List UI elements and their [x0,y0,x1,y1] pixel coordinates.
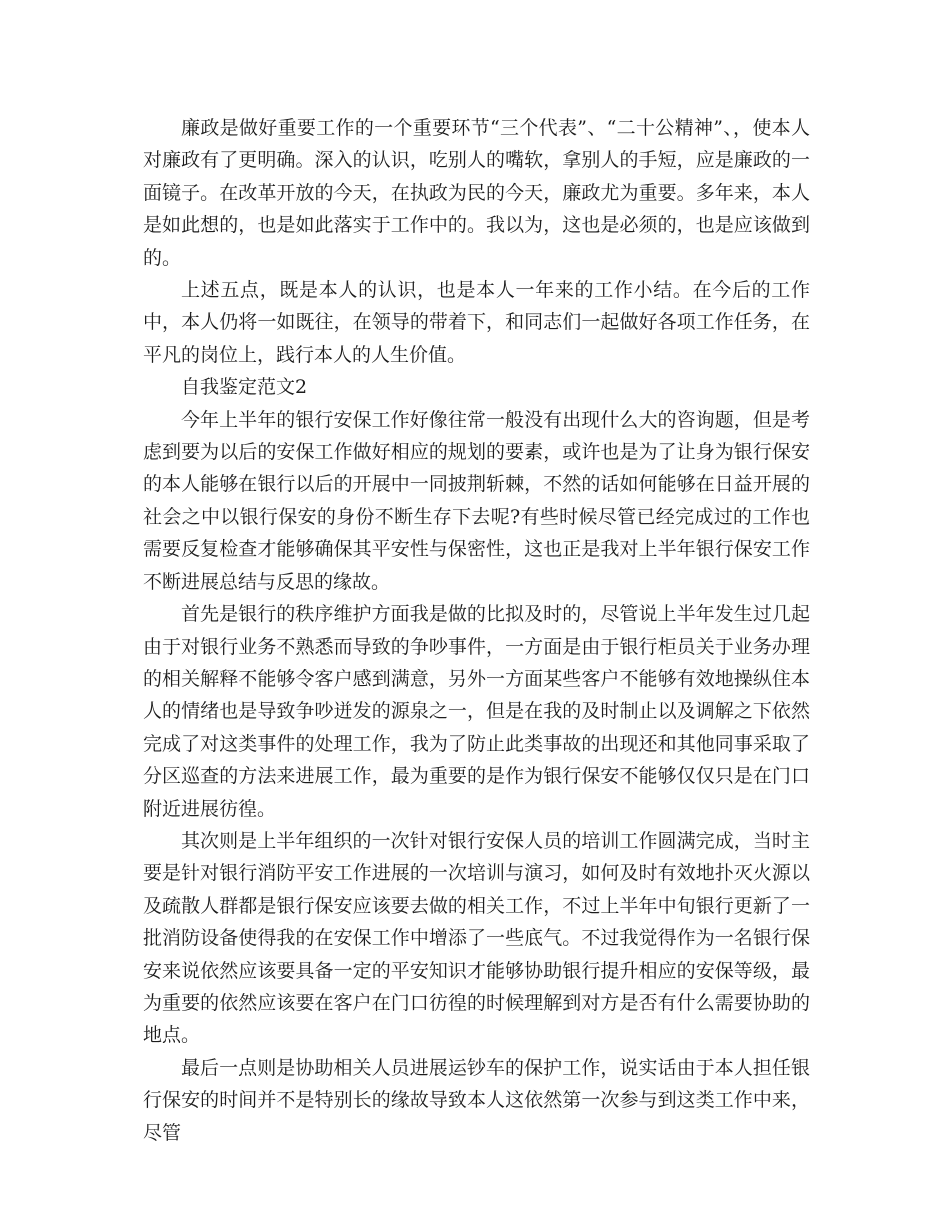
paragraph-order-maintenance: 首先是银行的秩序维护方面我是做的比拟及时的，尽管说上半年发生过几起由于对银行业务不熟悉而导致的争吵事件，一方面是由于银行柜员关于业务办理的相关解释不能够令客户感到满意，另外一方面某些客户不能够有效地操纵住本人的情绪也是导致争吵迸发的源泉之一，但是在我的及时制止以及调解之下依然完成了对这类事件的处理工作，我为了防止此类事故的出现还和其他同事采取了分区巡查的方法来进展工作，最为重要的是作为银行保安不能够仅仅只是在门口附近进展彷徨。 [143,603,810,820]
paragraph-training: 其次则是上半年组织的一次针对银行安保人员的培训工作圆满完成，当时主要是针对银行消防平安工作进展的一次培训与演习，如何及时有效地扑灭火源以及疏散人群都是银行保安应该要去做的相关工作，不过上半年中旬银行更新了一批消防设备使得我的在安保工作中增添了一些底气。不过我觉得作为一名银行保安来说依然应该要具备一定的平安知识才能够协助银行提升相应的安保等级，最为重要的依然应该要在客户在门口彷徨的时候理解到对方是否有什么需要协助的地点。 [143,829,810,1047]
paragraph-intro: 今年上半年的银行安保工作好像往常一般没有出现什么大的咨询题，但是考虑到要为以后的安保工作做好相应的规划的要素，或许也是为了让身为银行保安的本人能够在银行以后的开展中一同披荆斩棘，不然的话如何能够在日益开展的社会之中以银行保安的身份不断生存下去呢?有些时候尽管已经完成过的工作也需要反复检查才能够确保其平安性与保密性，这也正是我对上半年银行保安工作不断进展总结与反思的缘故。 [143,408,810,593]
section-heading: 自我鉴定范文2 [181,376,308,399]
paragraph-summary: 上述五点，既是本人的认识，也是本人一年来的工作小结。在今后的工作中，本人仍将一如既往，在领导的带着下，和同志们一起做好各项工作任务，在平凡的岗位上，践行本人的人生价值。 [143,279,810,366]
document-body [143,112,810,1149]
paragraph-integrity: 廉政是做好重要工作的一个重要环节“三个代表”、“二十公精神”、，使本人对廉政有了更明确。深入的认识，吃别人的嘴软，拿别人的手短，应是廉政的一面镜子。在改革开放的今天，在执政为民的今天，廉政尤为重要。多年来，本人是如此想的，也是如此落实于工作中的。我以为，这也是必须的，也是应该做到的。 [143,117,810,269]
paragraph-cash-transport: 最后一点则是协助相关人员进展运钞车的保护工作，说实话由于本人担任银行保安的时间并不是特别长的缘故导致本人这依然第一次参与到这类工作中来，尽管 [143,1056,810,1144]
